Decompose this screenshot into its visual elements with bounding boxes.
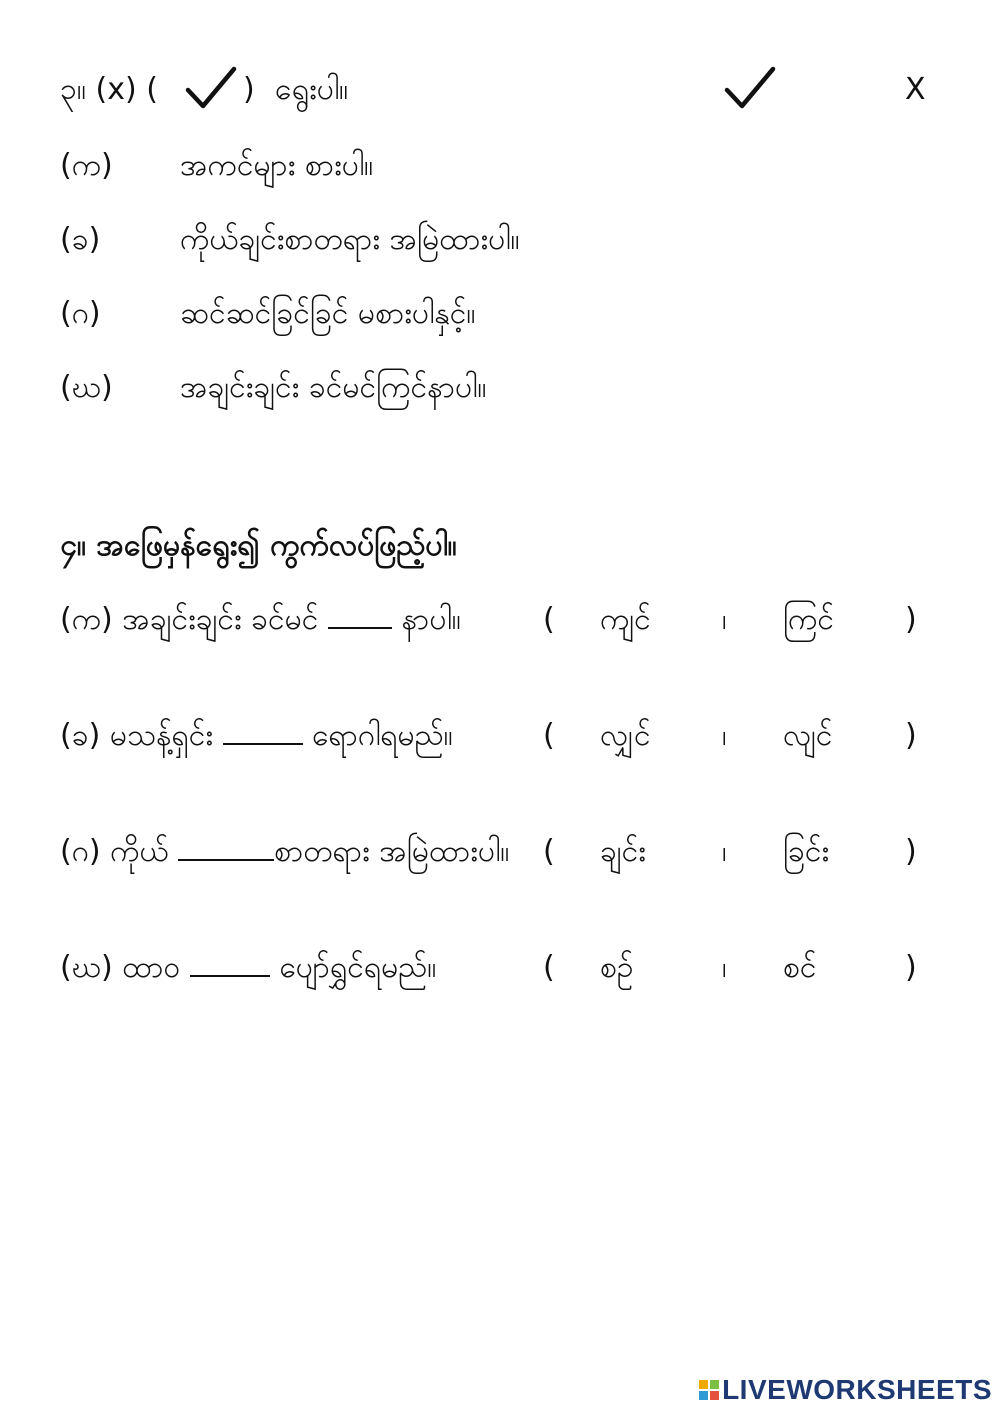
fill-row-suffix: နာပါ။ xyxy=(401,602,461,637)
liveworksheets-logo-icon xyxy=(699,1380,719,1400)
fill-row-prefix: (ဂ) ကိုယ် xyxy=(60,834,169,869)
option-separator: ၊ xyxy=(722,718,727,753)
option-separator: ၊ xyxy=(722,602,727,637)
option-2[interactable]: ခြင်း xyxy=(783,834,830,869)
option-1[interactable]: စဉ် xyxy=(600,950,634,985)
check-icon xyxy=(185,66,237,110)
fill-row xyxy=(60,832,509,872)
option-1[interactable]: ချင်း xyxy=(600,834,646,869)
item-text: အချင်းချင်း ခင်မင်ကြင်နာပါ။ xyxy=(180,370,487,405)
fill-row-prefix: (ဃ) ထာဝ xyxy=(60,950,181,985)
option-separator: ၊ xyxy=(722,834,727,869)
section3-instruction: ရွေးပါ။ xyxy=(275,72,349,107)
section4-heading: ၄။ အဖြေမှန်ရွေး၍ ကွက်လပ်ဖြည့်ပါ။ xyxy=(60,528,457,563)
option-separator: ၊ xyxy=(722,950,727,985)
close-paren: ) xyxy=(905,718,917,753)
option-1[interactable]: လျှင် xyxy=(600,718,651,753)
item-marker: (ဂ) xyxy=(60,296,101,331)
blank-field[interactable] xyxy=(223,717,303,745)
item-text: ဆင်ဆင်ခြင်ခြင် မစားပါနှင့်။ xyxy=(180,296,476,331)
option-2[interactable]: စင် xyxy=(783,950,817,985)
fill-row-prefix: (ခ) မသန့်ရှင်း xyxy=(60,718,213,753)
section3-heading xyxy=(60,70,158,110)
fill-row-prefix: (က) အချင်းချင်း ခင်မင် xyxy=(60,602,319,637)
item-marker: (ခ) xyxy=(60,222,101,257)
blank-field[interactable] xyxy=(190,949,270,977)
logo-square xyxy=(710,1391,719,1400)
section3-heading-prefix: ၃။ (x) ( xyxy=(60,72,158,107)
open-paren: ( xyxy=(543,718,555,753)
close-paren: ) xyxy=(905,834,917,869)
logo-square xyxy=(699,1380,708,1389)
fill-row-suffix: ပျော်ရွှင်ရမည်။ xyxy=(279,950,437,985)
blank-field[interactable] xyxy=(328,601,392,629)
option-2[interactable]: ကြင် xyxy=(783,602,835,637)
item-text: အကင်များ စားပါ။ xyxy=(180,148,374,183)
option-2[interactable]: လျင် xyxy=(783,718,833,753)
column-x-label: X xyxy=(905,72,926,107)
close-paren: ) xyxy=(905,950,917,985)
fill-row-suffix: ရောဂါရမည်။ xyxy=(312,718,453,753)
fill-row xyxy=(60,600,461,640)
option-1[interactable]: ကျင် xyxy=(600,602,651,637)
item-marker: (က) xyxy=(60,148,113,183)
item-text: ကိုယ်ချင်းစာတရား အမြဲထားပါ။ xyxy=(180,222,520,257)
column-check-icon xyxy=(724,66,776,110)
fill-row xyxy=(60,948,436,988)
liveworksheets-logo xyxy=(699,1373,992,1407)
logo-text: LIVEWORKSHEETS xyxy=(722,1374,992,1405)
logo-square xyxy=(699,1391,708,1400)
section3-heading-close: ) xyxy=(243,72,255,107)
item-marker: (ဃ) xyxy=(60,370,113,405)
fill-row-suffix: စာတရား အမြဲထားပါ။ xyxy=(274,834,510,869)
blank-field[interactable] xyxy=(178,833,274,861)
open-paren: ( xyxy=(543,834,555,869)
logo-square xyxy=(710,1380,719,1389)
fill-row xyxy=(60,716,453,756)
open-paren: ( xyxy=(543,950,555,985)
open-paren: ( xyxy=(543,602,555,637)
close-paren: ) xyxy=(905,602,917,637)
